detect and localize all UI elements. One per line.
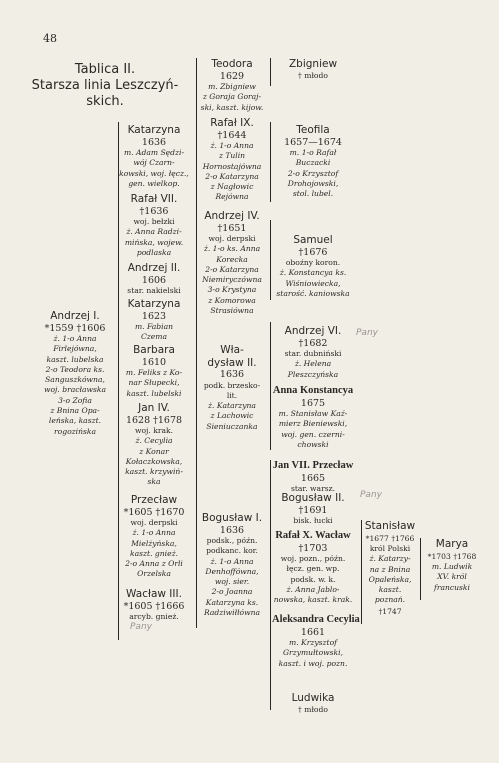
person-aleksandra-cecylia: Aleksandra Cecylia 1661 m. Krzysztof Grzymułtowski, kaszt. i woj. pozn. [272,614,360,668]
pencil-note: Pany [360,490,382,500]
pencil-note: Pany [356,328,378,338]
person-teofila: Teofila 1657—1674 m. 1-o Rafał Buczacki 2-o Krzysztof Drohojowski, stol. lubel. [284,124,342,199]
person-andrzej-iv: Andrzej IV. †1651 woj. derpski ż. 1-o ks. Anna Korecka 2-o Katarzyna Niemiryczówna 3-o Krystyna z Komorowa Strasiówna [202,210,262,316]
person-katarzyna-1623: Katarzyna 1623 m. Fabian Czema [127,298,181,342]
person-teodora: Teodora 1629 m. Zbigniew z Goraja Goraj- ski, kaszt. kijow. [200,58,264,112]
person-ludwika: Ludwika † młodo [291,692,335,714]
person-katarzyna-1636: Katarzyna 1636 m. Adam Sędzi- wój Czarn- kowski, woj. łęcz., gen. wielkop. [119,124,189,188]
bracket-generation-4c [270,220,271,300]
person-anna-konstancya: Anna Konstancya 1675 m. Stanisław Kaź- mierz Bieniewski, woj. gen. czerni- chowski [272,385,354,449]
person-barbara: Barbara 1610 m. Feliks z Ko- nar Słupecki, kaszt. lubelski [125,344,183,398]
person-boguslaw-i: Bogusław I. 1636 podsk., późn. podkanc. kor. ż. 1-o Anna Denhoffówna, woj. sier. 2-o Joanna Katarzyna ks. Radziwiłłówna [201,512,263,618]
person-wladyslaw-ii: Wła- dysław II. 1636 podk. brzesko- lit. ż. Katarzyna z Lachowic Sieniuczanka [203,344,261,431]
person-rafal-x: Rafał X. Wacław †1703 woj. pozn., późn. łęcz. gen. wp. podsk. w. k. ż. Anna Jablo- nowska, kaszt. krak. [273,530,353,605]
page-number: 48 [43,32,57,45]
person-samuel: Samuel †1676 oboźny koron. ż. Konstancya ks. Wiśniowiecka, starość. kaniowska [276,234,350,298]
bracket-generation-4d [270,322,271,450]
person-andrzej-vi: Andrzej VI. †1682 star. dubniński ż. Helena Pleszczyńska [284,325,342,379]
person-zbigniew: Zbigniew † młodo [288,58,338,80]
person-marya: Marya *1703 †1768 m. Ludwik XV. król francuski [427,538,477,592]
person-przeclaw: Przecław *1605 †1670 woj. derpski ż. 1-o Anna Mielżyńska, kaszt. gnież. 2-o Anna z Orli Orzelska [123,494,185,579]
person-andrzej-ii: Andrzej II. 1606 star. nakielski [127,262,181,295]
person-boguslaw-ii: Bogusław II. †1691 bisk. łucki [281,492,345,525]
person-rafal-ix: Rafał IX. †1644 ż. 1-o Anna z Tulin Hornostajówna 2-o Katarzyna z Nagłowic Rejówna [202,117,262,202]
person-jan-vii: Jan VII. Przecław 1665 star. warsz. [272,460,354,493]
bracket-generation-4e [270,460,271,710]
bracket-generation-4a [270,58,271,86]
table-title: Tablica II. Starsza linia Leszczyń- skich. [31,62,179,109]
person-stanislaw: Stanisław *1677 †1766 król Polski ż. Katarzy- na z Bnina Opaleńska, kaszt. poznań. †1747 [364,520,416,616]
person-andrzej-i: Andrzej I. *1559 †1606 ż. 1-o Anna Firlejówna, kaszt. lubelska 2-o Teodora ks. Sanguszkówna, woj. bracławska 3-o Zofia z Bnina Opa- leńska, kaszt. rogozińska [43,310,107,436]
bracket-generation-4b [270,122,271,202]
person-waclaw-iii: Wacław III. *1605 †1666 arcyb. gnież. [123,588,185,621]
person-rafal-vii: Rafał VII. †1636 woj. bełzki ż. Anna Radzi- mińska, wojew. podlaska [124,193,184,257]
person-jan-iv: Jan IV. 1628 †1678 woj. krak. ż. Cecylia z Konar Kołaczkowska, kaszt. krzywiń- ska [125,402,183,487]
pencil-note: Pany [130,622,152,632]
